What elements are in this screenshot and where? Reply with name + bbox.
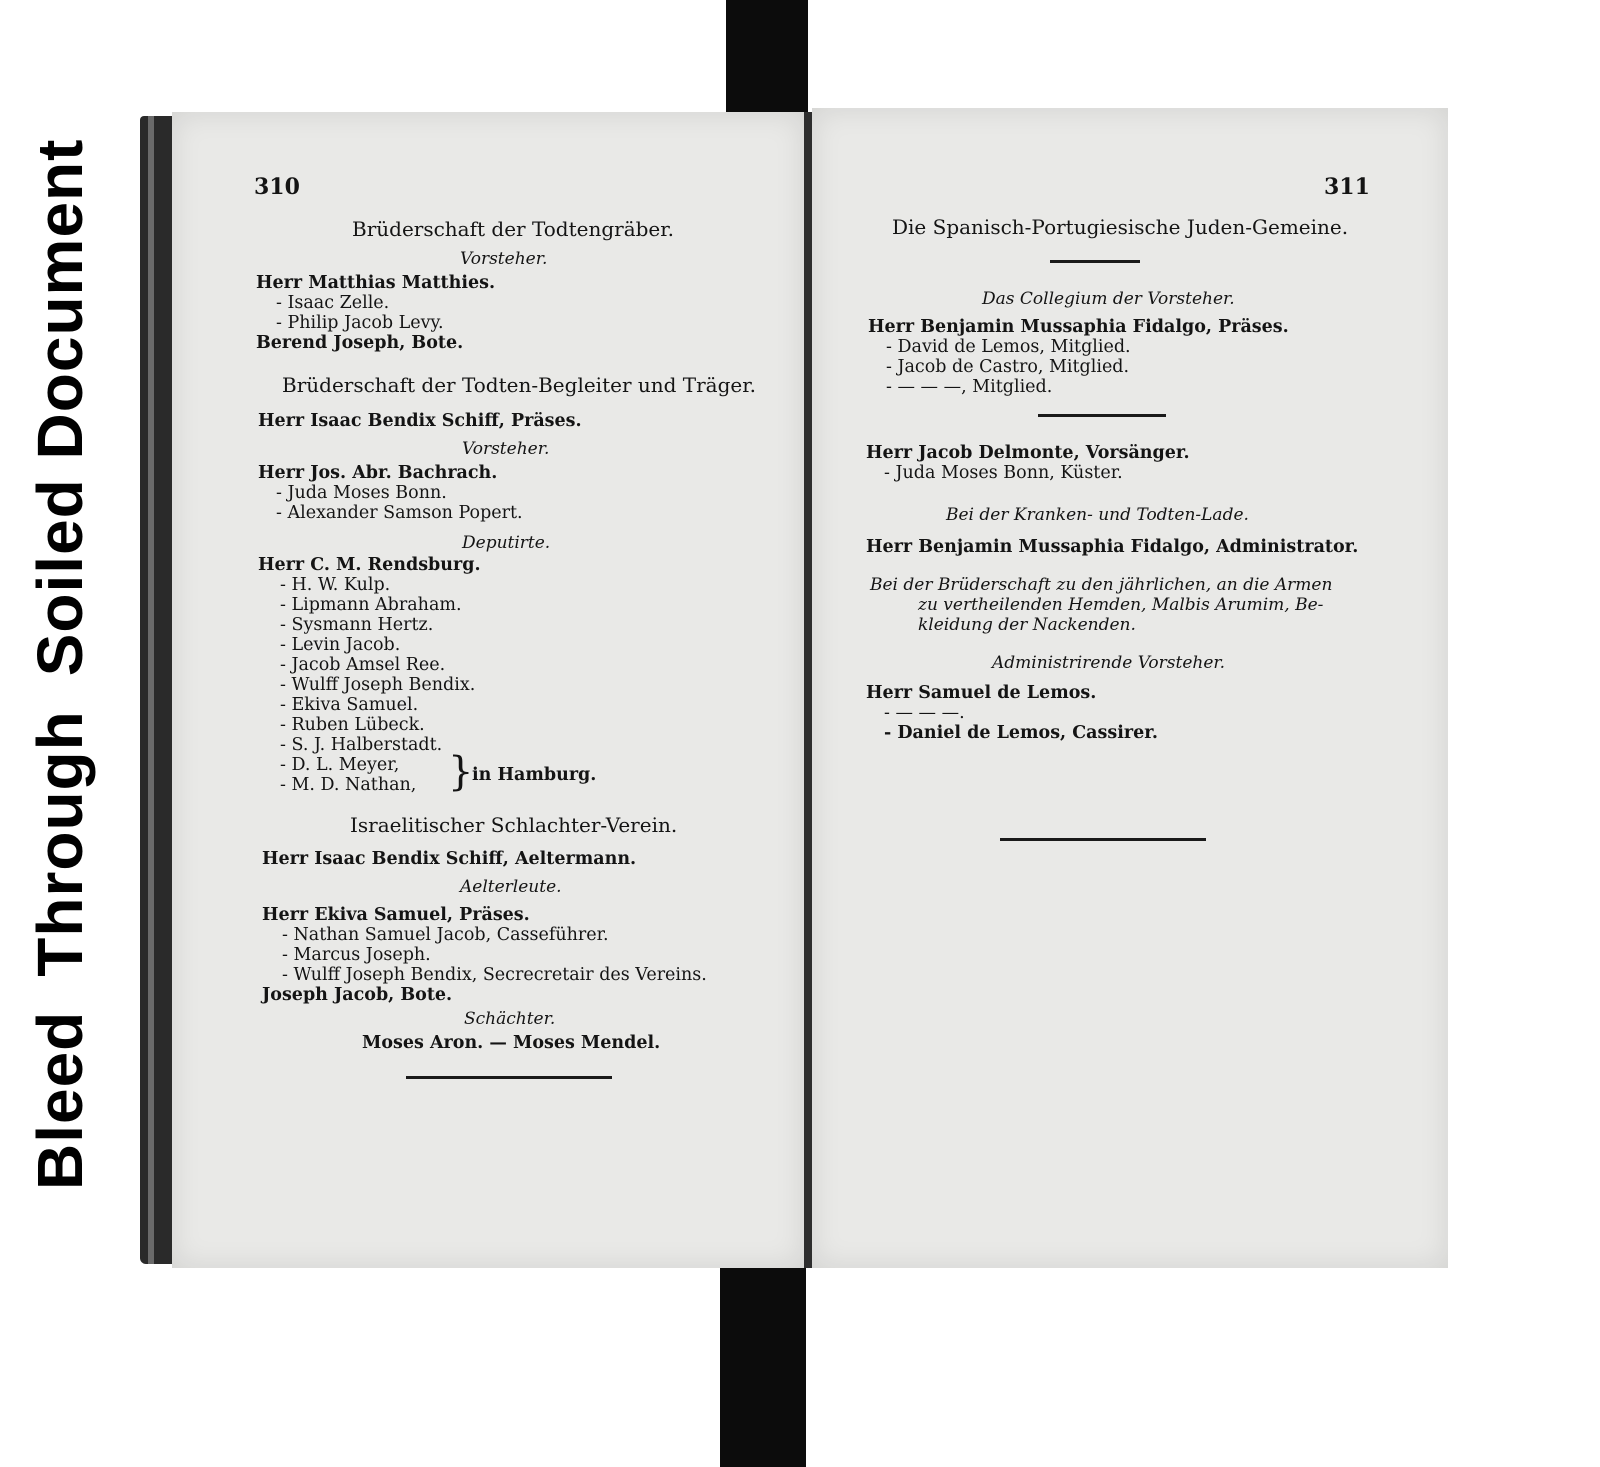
entry: - Marcus Joseph. <box>282 945 431 965</box>
entry: - Isaac Zelle. <box>276 293 390 313</box>
section-subtitle: Aelterleute. <box>460 877 562 897</box>
paragraph-line: Bei der Brüderschaft zu den jährlichen, an die Armen <box>870 575 1333 595</box>
paragraph-line: kleidung der Nackenden. <box>918 615 1136 635</box>
rule <box>406 1076 612 1079</box>
entry: Herr Samuel de Lemos. <box>866 683 1097 703</box>
entry: - Wulff Joseph Bendix, Secrecretair des Vereins. <box>282 965 707 985</box>
entry: Herr Jacob Delmonte, Vorsänger. <box>866 443 1190 463</box>
section-title: Die Spanisch-Portugiesische Juden-Gemeine. <box>892 215 1349 239</box>
entry: - Nathan Samuel Jacob, Casseführer. <box>282 925 609 945</box>
section-subtitle: Administrirende Vorsteher. <box>992 653 1226 673</box>
section-subtitle: Schächter. <box>464 1009 556 1029</box>
entry: - David de Lemos, Mitglied. <box>886 337 1131 357</box>
section-title: Israelitischer Schlachter-Verein. <box>350 813 678 837</box>
entry: - Jacob Amsel Ree. <box>280 655 446 675</box>
gutter <box>804 112 812 1268</box>
entry: - Philip Jacob Levy. <box>276 313 444 333</box>
entry: - S. J. Halberstadt. <box>280 735 443 755</box>
entry: Herr C. M. Rendsburg. <box>258 555 481 575</box>
entry: - Alexander Samson Popert. <box>276 503 523 523</box>
scanner-bar-bottom <box>720 1258 806 1467</box>
page-number: 311 <box>1324 174 1370 200</box>
side-label-word-1: Bleed <box>24 1010 96 1190</box>
entry: Herr Isaac Bendix Schiff, Aeltermann. <box>262 849 637 869</box>
entry: - Wulff Joseph Bendix. <box>280 675 476 695</box>
rule <box>1000 838 1206 841</box>
entry: in Hamburg. <box>472 765 597 785</box>
entry: - H. W. Kulp. <box>280 575 391 595</box>
entry: - Sysmann Hertz. <box>280 615 434 635</box>
rule <box>1038 414 1166 417</box>
section-subtitle: Das Collegium der Vorsteher. <box>982 289 1235 309</box>
side-label-word-2: Through <box>24 710 96 977</box>
entry: - D. L. Meyer, <box>280 755 400 775</box>
entry: - Juda Moses Bonn, Küster. <box>884 463 1123 483</box>
entry: Herr Jos. Abr. Bachrach. <box>258 463 498 483</box>
page-number: 310 <box>254 174 300 200</box>
section-subtitle: Vorsteher. <box>460 249 548 269</box>
entry: Herr Isaac Bendix Schiff, Präses. <box>258 411 582 431</box>
section-subtitle: Deputirte. <box>462 533 551 553</box>
brace: } <box>448 749 474 795</box>
entry: - Daniel de Lemos, Cassirer. <box>884 723 1158 743</box>
left-page <box>172 112 804 1268</box>
section-subtitle: Bei der Kranken- und Todten-Lade. <box>946 505 1249 525</box>
entry: - — — —, Mitglied. <box>886 377 1053 397</box>
entry: - Ruben Lübeck. <box>280 715 425 735</box>
entry: Joseph Jacob, Bote. <box>262 985 453 1005</box>
entry: Berend Joseph, Bote. <box>256 333 464 353</box>
entry: - Juda Moses Bonn. <box>276 483 447 503</box>
entry: - M. D. Nathan, <box>280 775 417 795</box>
entry: Herr Benjamin Mussaphia Fidalgo, Administrator. <box>866 537 1359 557</box>
entry: Moses Aron. — Moses Mendel. <box>362 1033 661 1053</box>
entry: - Jacob de Castro, Mitglied. <box>886 357 1130 377</box>
right-page <box>812 108 1448 1268</box>
side-label-word-3: Soiled Document <box>24 138 96 677</box>
side-label <box>20 138 100 1190</box>
section-subtitle: Vorsteher. <box>462 439 550 459</box>
entry: - Lipmann Abraham. <box>280 595 462 615</box>
section-title: Brüderschaft der Todtengräber. <box>352 217 674 241</box>
scanner-bar-top <box>726 0 808 120</box>
entry: Herr Ekiva Samuel, Präses. <box>262 905 530 925</box>
entry: - Levin Jacob. <box>280 635 401 655</box>
section-title: Brüderschaft der Todten-Begleiter und Träger. <box>282 373 756 397</box>
entry: Herr Benjamin Mussaphia Fidalgo, Präses. <box>868 317 1289 337</box>
entry: - Ekiva Samuel. <box>280 695 419 715</box>
rule <box>1050 260 1140 263</box>
entry: - — — —. <box>884 703 965 723</box>
paragraph-line: zu vertheilenden Hemden, Malbis Arumim, Be- <box>918 595 1324 615</box>
entry: Herr Matthias Matthies. <box>256 273 496 293</box>
